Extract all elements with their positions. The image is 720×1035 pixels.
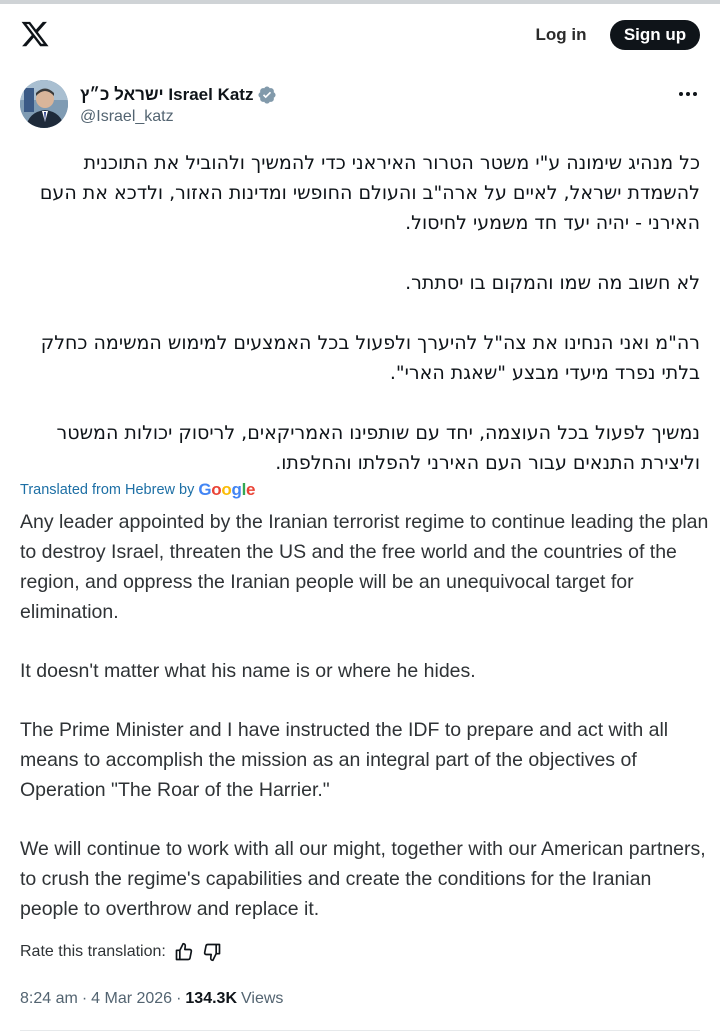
translation-attribution[interactable] <box>20 479 255 501</box>
google-logo: Google <box>198 480 256 499</box>
author-name-row[interactable] <box>80 84 277 106</box>
hebrew-paragraph: כל מנהיג שימונה ע"י משטר הטרור האיראני כדי להמשיך ולהוביל את התוכנית להשמדת ישראל, לאיים על ארה"ב והעולם החופשי ומדינות האזור, ולדכא את העם האירני - יהיה יעד חד משמעי לחיסול. <box>39 152 700 234</box>
post-metadata <box>20 987 283 1011</box>
views-label: Views <box>241 990 284 1007</box>
separator-dot: · <box>176 990 182 1007</box>
x-logo-icon[interactable] <box>20 19 50 49</box>
thumbs-up-icon[interactable] <box>174 942 194 962</box>
verified-badge-icon <box>257 85 277 105</box>
rate-translation-label: Rate this translation: <box>20 943 166 960</box>
english-paragraph: Any leader appointed by the Iranian terrorist regime to continue leading the plan to destroy Israel, threaten the US and the free world and the countries of the region, and oppress the Iranian people will be an unequivocal target for elimination. <box>20 511 709 623</box>
post-text-english <box>20 507 710 924</box>
rate-translation <box>20 940 222 964</box>
avatar[interactable] <box>20 80 68 128</box>
hebrew-paragraph: נמשיך לפעול בכל העוצמה, יחד עם שותפינו האמריקאים, לריסוק יכולות המשטר וליצירת התנאים עבור העם האירני להפלתו והחלפתו. <box>56 422 700 474</box>
divider <box>20 1030 700 1031</box>
post-text-hebrew <box>20 148 700 478</box>
post-date[interactable]: 4 Mar 2026 <box>91 990 173 1007</box>
separator-dot: · <box>81 990 88 1007</box>
english-paragraph: The Prime Minister and I have instructed the IDF to prepare and act with all means to accomplish the mission as an integral part of the objectives of Operation "The Roar of the Harrier." <box>20 719 669 801</box>
translated-from-label[interactable]: Translated from Hebrew by <box>20 482 195 498</box>
more-horizontal-icon[interactable] <box>676 84 700 104</box>
signup-button[interactable]: Sign up <box>610 20 700 50</box>
post-time[interactable]: 8:24 am <box>20 990 78 1007</box>
views-count: 134.3K <box>185 990 237 1007</box>
author-display-name[interactable]: ישראל כ״ץ Israel Katz <box>80 85 254 104</box>
top-bar <box>0 4 720 64</box>
hebrew-paragraph: רה"מ ואני הנחינו את צה"ל להיערך ולפעול בכל האמצעים למימוש המשימה כחלק בלתי נפרד מיעדי מבצע "שאגת הארי". <box>40 332 700 384</box>
english-paragraph: We will continue to work with all our might, together with our American partners, to crush the regime's capabilities and create the conditions for the Iranian people to overthrow and replace it. <box>20 838 706 920</box>
thumbs-down-icon[interactable] <box>202 942 222 962</box>
hebrew-paragraph: לא חשוב מה שמו והמקום בו יסתתר. <box>405 272 700 294</box>
avatar-image <box>20 80 68 128</box>
login-button[interactable]: Log in <box>535 25 587 44</box>
english-paragraph: It doesn't matter what his name is or where he hides. <box>20 660 476 682</box>
author-handle[interactable]: @Israel_katz <box>80 108 174 125</box>
